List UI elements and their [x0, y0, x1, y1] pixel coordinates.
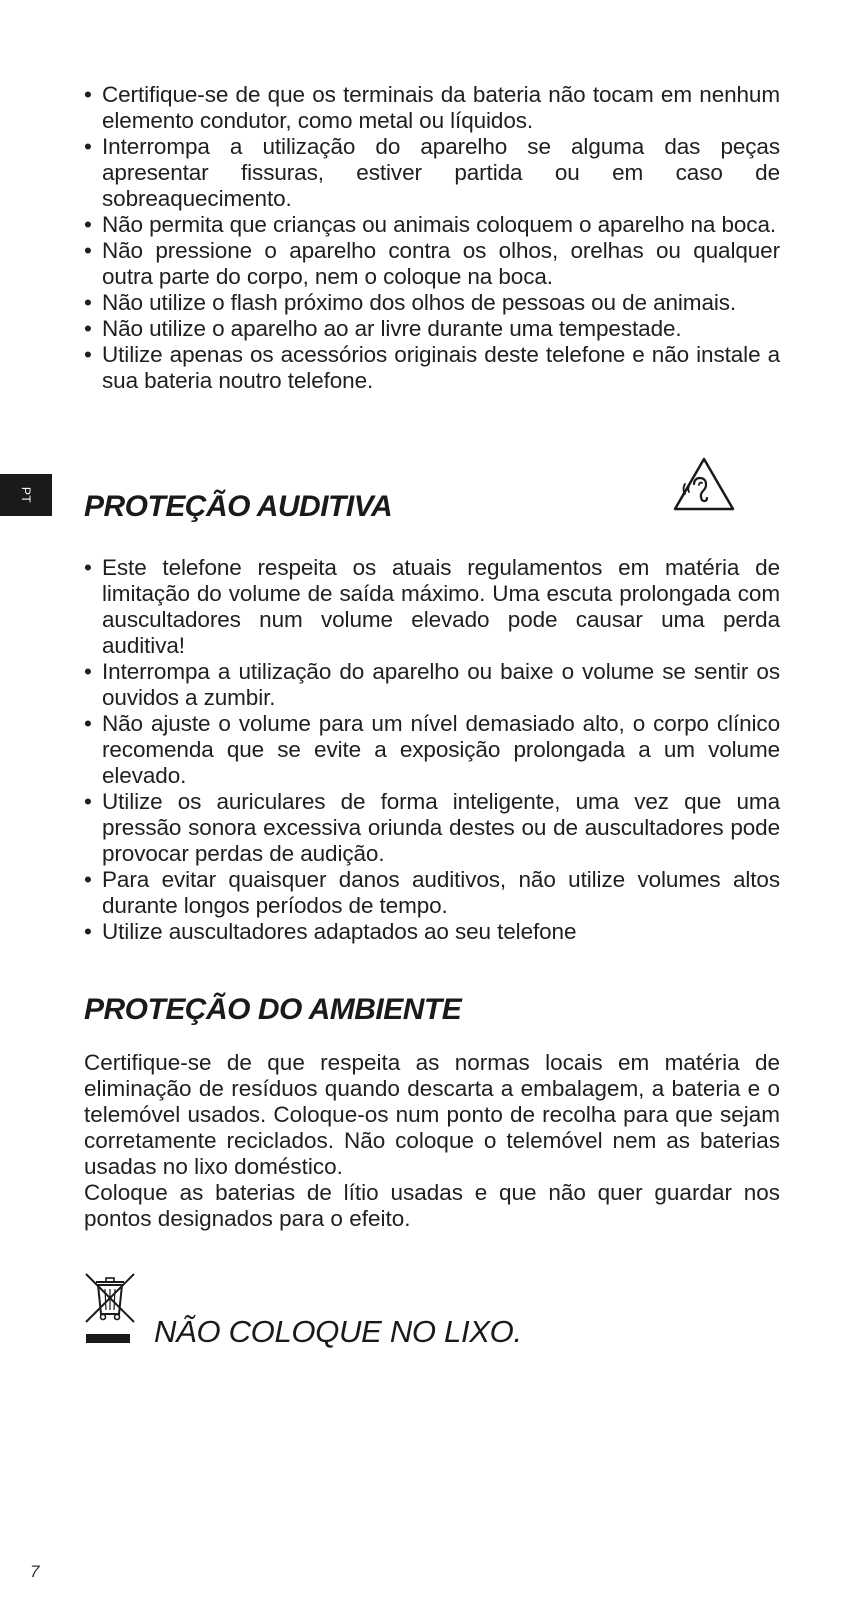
list-item: • Não ajuste o volume para um nível demasiado alto, o corpo clínico recomenda que se evite a exposição prolongada a um volume elevado. — [84, 711, 780, 789]
environment-text — [84, 1050, 780, 1232]
list-item: • Utilize auscultadores adaptados ao seu telefone — [84, 919, 780, 945]
list-item: • Interrompa a utilização do aparelho ou baixe o volume se sentir os ouvidos a zumbir. — [84, 659, 780, 711]
hearing-list — [84, 555, 780, 945]
list-item: • Não permita que crianças ou animais coloquem o aparelho na boca. — [84, 212, 780, 238]
list-item: • Para evitar quaisquer danos auditivos, não utilize volumes altos durante longos períodos de tempo. — [84, 867, 780, 919]
environment-protection-heading: PROTEÇÃO DO AMBIENTE — [84, 993, 462, 1026]
language-tab-label: PT — [19, 486, 33, 504]
language-tab — [0, 474, 52, 516]
hearing-protection-heading: PROTEÇÃO AUDITIVA — [84, 490, 393, 523]
hearing-warning-icon — [672, 456, 736, 512]
list-item: • Não utilize o flash próximo dos olhos de pessoas ou de animais. — [84, 290, 780, 316]
environment-paragraph: Certifique-se de que respeita as normas locais em matéria de eliminação de resíduos quando descarta a embalagem, a bateria e o telemóvel usados. Coloque-os num ponto de recolha para que sejam corretamente reciclados. Não coloque o telemóvel nem as baterias usadas no lixo doméstico. — [84, 1050, 780, 1179]
list-item: • Este telefone respeita os atuais regulamentos em matéria de limitação do volume de saída máximo. Uma escuta prolongada com auscultadores num volume elevado pode causar uma perda auditiva! — [84, 555, 780, 659]
environment-paragraph: Coloque as baterias de lítio usadas e que não quer guardar nos pontos designados para o efeito. — [84, 1180, 780, 1231]
list-item: • Interrompa a utilização do aparelho se alguma das peças apresentar fissuras, estiver partida ou em caso de sobreaquecimento. — [84, 134, 780, 212]
list-item: • Não utilize o aparelho ao ar livre durante uma tempestade. — [84, 316, 780, 342]
safety-list — [84, 82, 780, 394]
list-item: • Não pressione o aparelho contra os olhos, orelhas ou qualquer outra parte do corpo, nem o coloque na boca. — [84, 238, 780, 290]
list-item: • Utilize apenas os acessórios originais deste telefone e não instale a sua bateria noutro telefone. — [84, 342, 780, 394]
list-item: • Utilize os auriculares de forma inteligente, uma vez que uma pressão sonora excessiva oriunda destes ou de auscultadores pode provocar perdas de audição. — [84, 789, 780, 867]
list-item: • Certifique-se de que os terminais da bateria não tocam em nenhum elemento condutor, como metal ou líquidos. — [84, 82, 780, 134]
crossed-bin-icon — [84, 1272, 136, 1352]
no-trash-label: NÃO COLOQUE NO LIXO. — [154, 1314, 522, 1349]
page-number: 7 — [30, 1562, 40, 1581]
